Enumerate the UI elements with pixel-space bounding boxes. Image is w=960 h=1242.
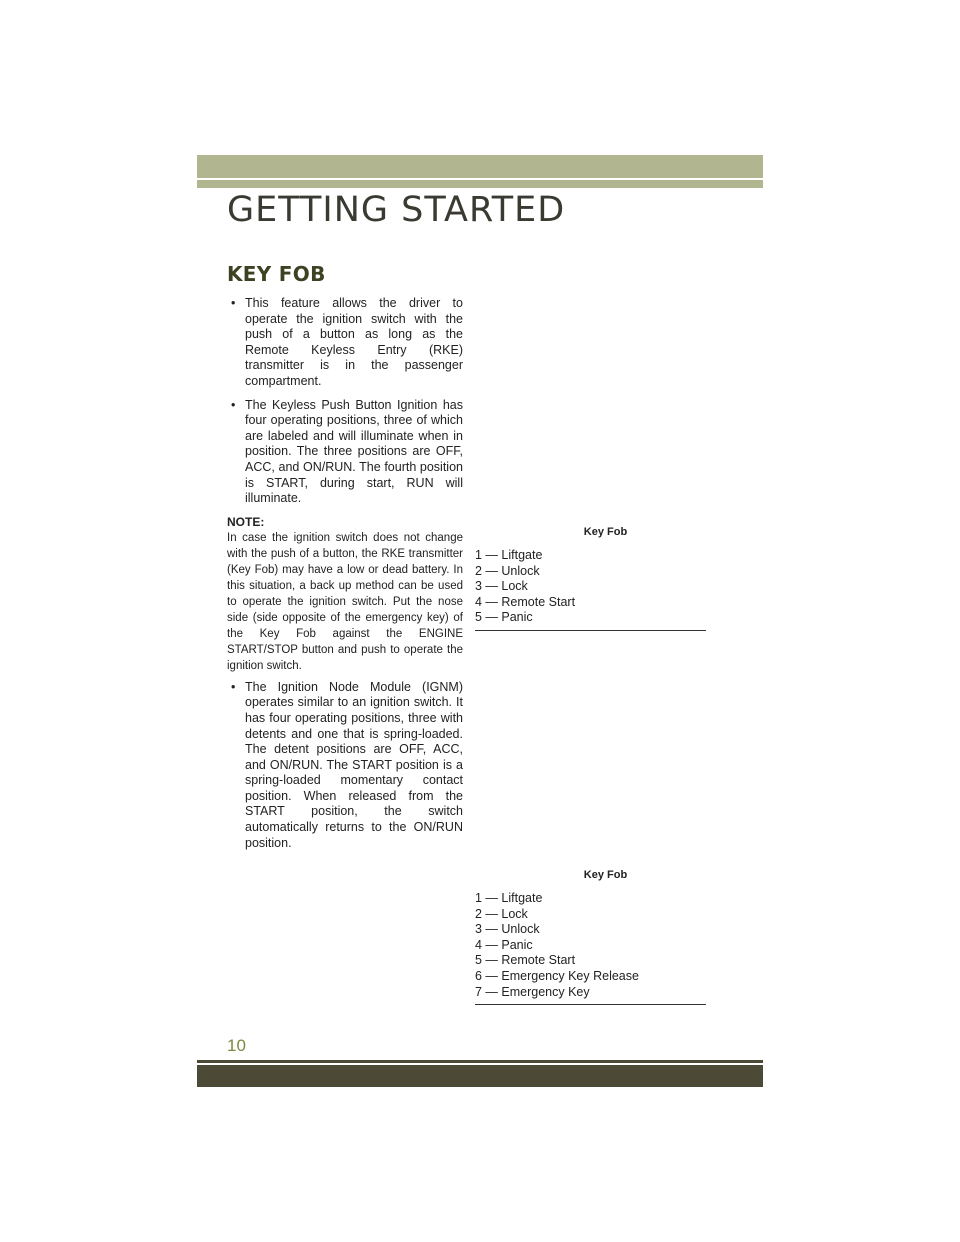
footer-band xyxy=(197,1065,763,1087)
page-heading: KEY FOB xyxy=(227,262,326,286)
legend-item: 7 — Emergency Key xyxy=(475,984,590,999)
bullet-item xyxy=(227,296,463,390)
bullet-text: This feature allows the driver to operate the ignition switch with the push of a button as long as the Remote Keyless Entry (RKE) transmitter is in the passenger compartment. xyxy=(245,296,463,388)
page-number: 10 xyxy=(227,1036,246,1055)
header-band xyxy=(197,155,763,178)
bullet-dot: • xyxy=(231,397,236,412)
bullet-dot: • xyxy=(231,296,236,310)
figure-title: Key Fob xyxy=(583,869,628,881)
legend-item: 4 — Remote Start xyxy=(475,594,576,609)
bullet-text: The Ignition Node Module (IGNM) operates similar to an ignition switch. It has four operating positions, three with detents and one that is spring-loaded. The detent positions are OFF, ACC, and ON/RUN. The START position is a spring-loaded momentary contact position. When released from the START position, the switch automatically returns to the ON/RUN position. xyxy=(245,679,463,850)
header-rule xyxy=(197,180,763,188)
legend-item: 6 — Emergency Key Release xyxy=(475,968,639,983)
figure-caption-key-fob-1 xyxy=(475,526,706,631)
legend-item: 5 — Remote Start xyxy=(475,953,576,968)
figure-divider xyxy=(475,630,706,631)
bullet-item xyxy=(227,680,463,852)
legend-item: 1 — Liftgate xyxy=(475,891,543,905)
bullet-dot: • xyxy=(231,679,236,694)
main-text-column xyxy=(227,262,463,859)
legend-item: 2 — Unlock xyxy=(475,563,540,578)
legend-item: 1 — Liftgate xyxy=(475,548,543,562)
bullet-item xyxy=(227,398,463,507)
figure-caption-key-fob-2 xyxy=(475,869,706,1005)
legend-item: 5 — Panic xyxy=(475,610,533,625)
legend-item: 3 — Unlock xyxy=(475,922,540,937)
legend-item: 3 — Lock xyxy=(475,579,528,594)
bullet-text: The Keyless Push Button Ignition has four operating positions, three of which are labeled and will illuminate when in position. The three positions are OFF, ACC, and ON/RUN. The fourth position is START, during start, RUN will illuminate. xyxy=(245,397,463,506)
note-text: In case the ignition switch does not change with the push of a button, the RKE transmitter (Key Fob) may have a low or dead battery. In this situation, a back up method can be used to operate the ignition switch. Put the nose side (side opposite of the emergency key) of the Key Fob against the ENGINE START/STOP button and push to operate the ignition switch. xyxy=(227,531,463,672)
note-label: NOTE: xyxy=(227,514,265,529)
figure-divider xyxy=(475,1004,706,1005)
figure-title: Key Fob xyxy=(583,526,628,538)
footer-rule xyxy=(197,1060,763,1063)
legend-item: 4 — Panic xyxy=(475,937,533,952)
section-title: GETTING STARTED xyxy=(227,190,566,230)
legend-item: 2 — Lock xyxy=(475,906,528,921)
